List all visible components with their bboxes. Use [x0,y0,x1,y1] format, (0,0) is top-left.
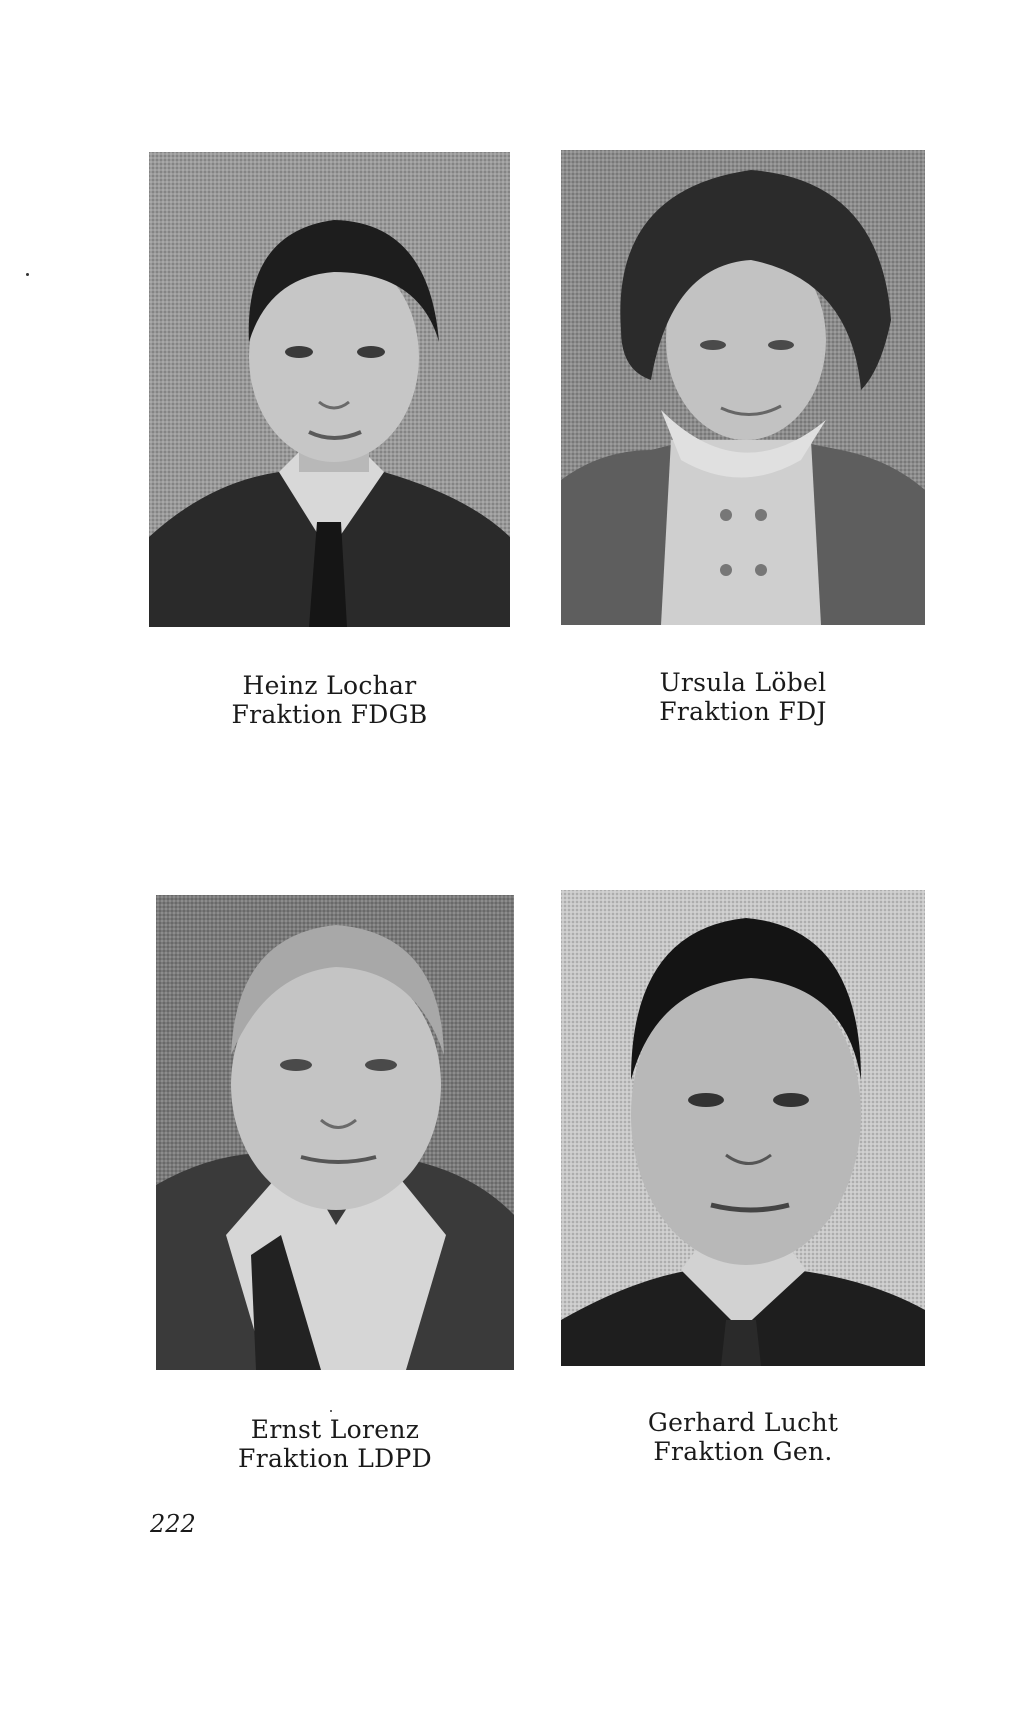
portrait-older-man-icon [156,895,514,1370]
portrait-faction: Fraktion LDPD [238,1444,432,1473]
print-speck [26,273,29,276]
caption-gerhard-lucht [561,1408,925,1466]
caption-ernst-lorenz [156,1415,514,1473]
page-number: 222 [150,1510,196,1538]
portrait-faction: Fraktion FDGB [231,700,428,729]
portrait-name: Ernst Lorenz [250,1415,420,1444]
portrait-faction: Fraktion Gen. [653,1437,833,1466]
caption-ursula-loebel [561,668,925,726]
portrait-photo-heinz-lochar [149,152,510,627]
portrait-name: Heinz Lochar [242,671,417,700]
caption-heinz-lochar [149,671,510,729]
portrait-faction: Fraktion FDJ [659,697,827,726]
portrait-young-man-icon [149,152,510,627]
print-speck [330,1410,332,1412]
portrait-photo-gerhard-lucht [561,890,925,1366]
portrait-middle-aged-man-icon [561,890,925,1366]
portrait-photo-ernst-lorenz [156,895,514,1370]
portrait-young-woman-icon [561,150,925,625]
portrait-name: Gerhard Lucht [647,1408,839,1437]
portrait-photo-ursula-loebel [561,150,925,625]
portrait-name: Ursula Löbel [659,668,827,697]
